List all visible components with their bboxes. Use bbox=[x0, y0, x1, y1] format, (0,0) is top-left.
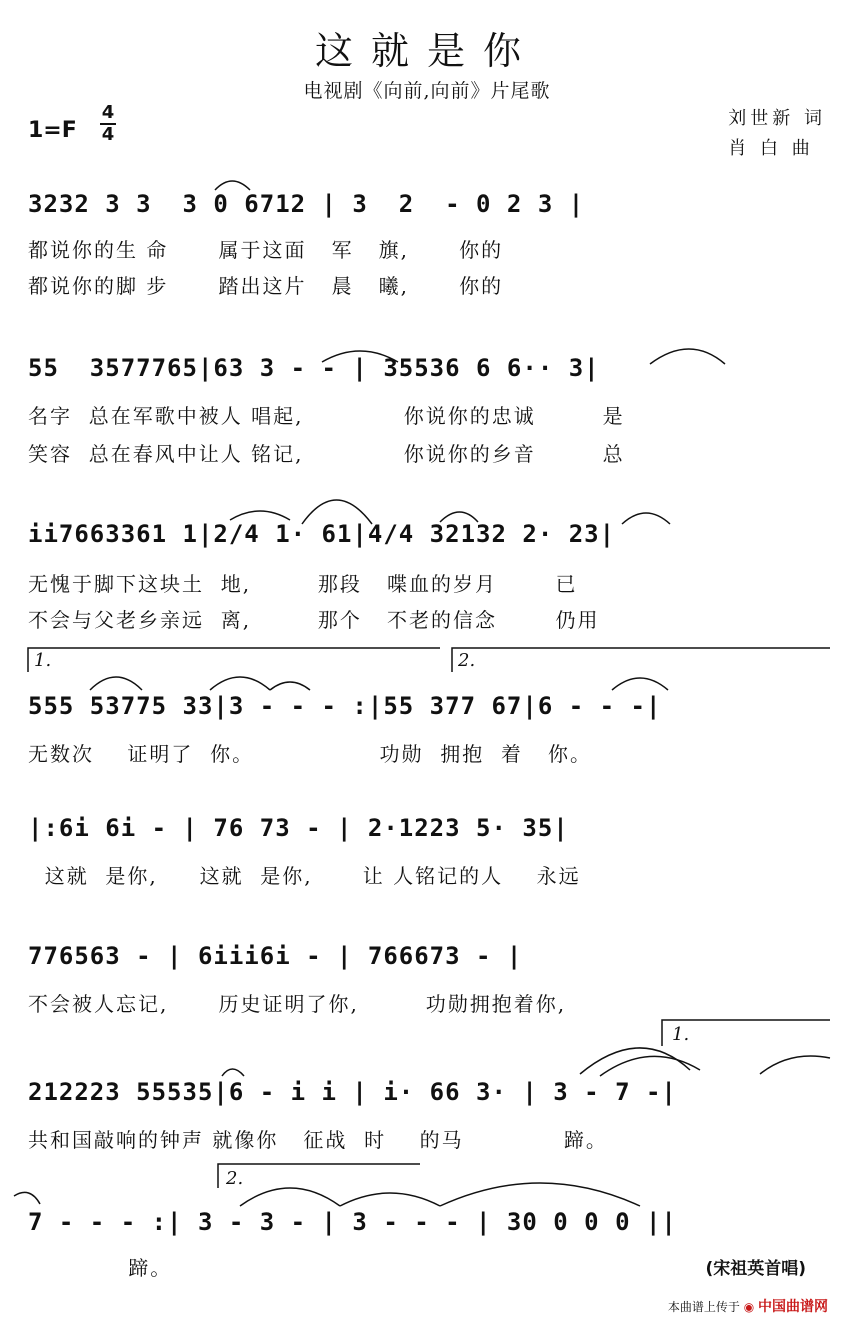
slur bbox=[340, 1193, 440, 1206]
volta-second-label: 2. bbox=[226, 1168, 244, 1189]
singer-credit: (宋祖英首唱) bbox=[705, 1259, 806, 1279]
notes-line: |:6i 6i - | 76 73 - | 2·1223 5· 35| bbox=[28, 814, 569, 842]
notes-line: ii7663361 1|2/4 1· 61|4/4 32132 2· 23| bbox=[28, 520, 616, 548]
notes-line: 55 3577765|63 3 - - | 35536 6 6·· 3| bbox=[28, 354, 600, 382]
notes-line: 3232 3 3 3 0 6712 | 3 2 - 0 2 3 | bbox=[28, 190, 585, 218]
time-signature-bottom: 4 bbox=[101, 124, 115, 145]
site-logo-icon: ◉ bbox=[743, 1300, 755, 1314]
credits bbox=[728, 104, 826, 164]
score-row-5 bbox=[0, 812, 854, 852]
song-subtitle: 电视剧《向前,向前》片尾歌 bbox=[303, 80, 551, 102]
lyric-line: 蹄。 bbox=[28, 1256, 173, 1280]
notes-line: 776563 - | 6iii6i - | 766673 - | bbox=[28, 942, 523, 970]
slur bbox=[14, 1192, 40, 1204]
score-row-1 bbox=[0, 188, 854, 228]
lyric-line: 无数次 证明了 你。 功勋 拥抱 着 你。 bbox=[28, 742, 593, 766]
lyric-line: 不会与父老乡亲远 离, 那个 不老的信念 仍用 bbox=[28, 608, 600, 632]
lyric-line: 都说你的生 命 属于这面 军 旗, 你的 bbox=[28, 238, 504, 262]
footer-prefix: 本曲谱上传于 bbox=[667, 1300, 740, 1314]
slur bbox=[600, 1056, 700, 1076]
slur bbox=[210, 677, 270, 690]
notes-line: 212223 55535|6 - i i | i· 66 3· | 3 - 7 -| bbox=[28, 1078, 677, 1106]
slur bbox=[90, 677, 142, 690]
slur bbox=[612, 678, 668, 690]
slur bbox=[270, 682, 310, 690]
lyric-line: 这就 是你, 这就 是你, 让 人铭记的人 永远 bbox=[28, 864, 581, 888]
time-signature bbox=[100, 104, 116, 144]
site-footer bbox=[668, 1296, 828, 1316]
notes-line: 7 - - - :| 3 - 3 - | 3 - - - | 30 0 0 0 || bbox=[28, 1208, 677, 1236]
score-row-4 bbox=[0, 690, 854, 730]
lyric-line: 无愧于脚下这块土 地, 那段 喋血的岁月 已 bbox=[28, 572, 578, 596]
slur bbox=[222, 1069, 244, 1076]
lyric-line: 笑容 总在春风中让人 铭记, 你说你的乡音 总 bbox=[28, 442, 625, 466]
lyricist-credit: 刘世新 词 bbox=[728, 108, 826, 129]
score-row-8 bbox=[0, 1206, 854, 1246]
key-signature: 1=F bbox=[28, 118, 77, 143]
song-title: 这就是你 bbox=[314, 29, 539, 73]
score-row-6 bbox=[0, 940, 854, 980]
volta-first-label: 1. bbox=[672, 1024, 690, 1045]
volta-first-label: 1. bbox=[34, 650, 52, 671]
footer-site-name: 中国曲谱网 bbox=[758, 1299, 828, 1315]
volta-second-label: 2. bbox=[458, 650, 476, 671]
notes-line: 555 53775 33|3 - - - :|55 377 67|6 - - -| bbox=[28, 692, 662, 720]
lyric-line: 都说你的脚 步 踏出这片 晨 曦, 你的 bbox=[28, 274, 504, 298]
slur bbox=[440, 1183, 640, 1206]
volta-bracket bbox=[218, 1164, 420, 1188]
composer-credit: 肖 白 曲 bbox=[728, 138, 814, 159]
score-row-3 bbox=[0, 518, 854, 558]
slur bbox=[240, 1188, 340, 1206]
time-signature-top: 4 bbox=[101, 102, 115, 123]
slur bbox=[580, 1048, 690, 1074]
lyric-line: 共和国敲响的钟声 就像你 征战 时 的马 蹄。 bbox=[28, 1128, 608, 1152]
slur bbox=[760, 1056, 830, 1074]
score-row-7 bbox=[0, 1076, 854, 1116]
volta-bracket bbox=[28, 648, 440, 672]
volta-bracket bbox=[452, 648, 830, 672]
score-row-2 bbox=[0, 352, 854, 392]
lyric-line: 不会被人忘记, 历史证明了你, 功勋拥抱着你, bbox=[28, 992, 567, 1016]
lyric-line: 名字 总在军歌中被人 唱起, 你说你的忠诚 是 bbox=[28, 404, 625, 428]
